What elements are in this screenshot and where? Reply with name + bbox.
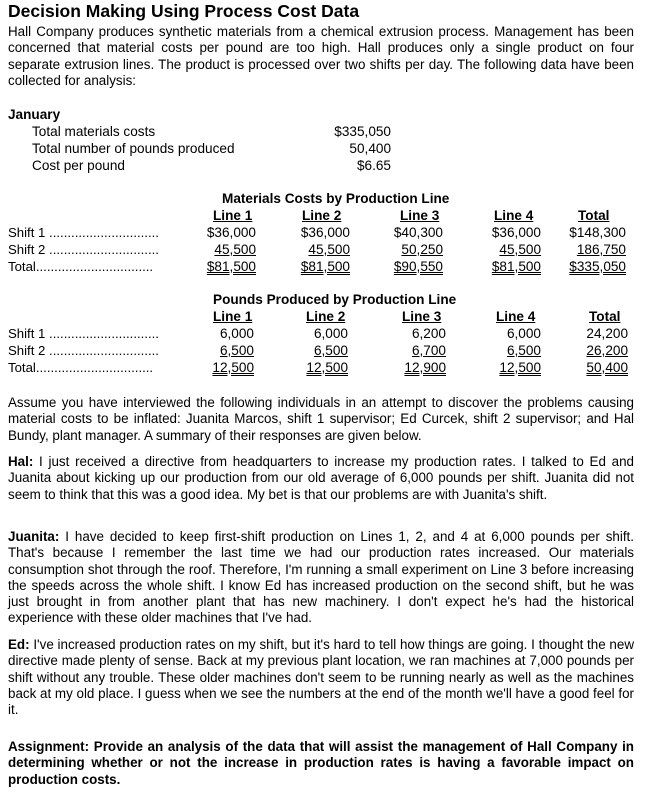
- pounds-cell: 6,500: [219, 343, 254, 358]
- materials-col-line3: Line 3: [400, 208, 440, 223]
- pounds-cell: 24,200: [586, 326, 628, 341]
- materials-col-total: Total: [578, 208, 610, 223]
- pounds-cell: 50,400: [586, 360, 628, 375]
- materials-cell: 45,500: [214, 242, 256, 257]
- january-heading: January: [8, 107, 61, 122]
- january-label-cost: Cost per pound: [32, 158, 125, 173]
- pounds-cell: 6,000: [219, 326, 254, 341]
- pounds-cell: 6,700: [411, 343, 446, 358]
- ed-speaker: Ed:: [8, 637, 30, 652]
- hal-speaker: Hal:: [8, 454, 34, 469]
- materials-row-label: Shift 1 ..............................: [8, 225, 159, 240]
- hal-paragraph: [8, 454, 634, 503]
- ed-paragraph: [8, 637, 634, 718]
- materials-col-line4: Line 4: [494, 208, 534, 223]
- materials-row-label: Shift 2 ..............................: [8, 242, 159, 257]
- ed-text: I've increased production rates on my shift, but it's hard to tell how things are going. I thought the new directive made plenty of sense. Back at my previous plant location, we ran machines at 7,000 pounds per shift without any trouble. These older machines don't seem to be running nearly as well as the machines back at my old place. I guess when we see the numbers at the end of the month we'll have a good feel for it.: [8, 637, 634, 718]
- pounds-cell: 6,200: [411, 326, 446, 341]
- materials-col-line1: Line 1: [213, 208, 253, 223]
- materials-cell: $148,300: [569, 225, 626, 240]
- materials-cell: $36,000: [206, 225, 256, 240]
- materials-cell: $81,500: [206, 259, 256, 274]
- pounds-col-line1: Line 1: [213, 309, 253, 324]
- january-value-cost: $6.65: [356, 158, 391, 173]
- materials-row-label: Total................................: [8, 259, 154, 274]
- materials-table-heading: Materials Costs by Production Line: [222, 191, 450, 206]
- juanita-paragraph: [8, 529, 634, 627]
- pounds-table-heading: Pounds Produced by Production Line: [213, 292, 457, 307]
- pounds-row-label: Shift 2 ..............................: [8, 343, 159, 358]
- assume-paragraph: Assume you have interviewed the following individuals in an attempt to discover the problems causing material costs to be inflated: Juanita Marcos, shift 1 supervisor; Ed Curcek, shift 2 supervisor; and Hal Bundy, plant manager. A summary of their responses are given below.: [8, 395, 634, 443]
- pounds-cell: 12,900: [404, 360, 446, 375]
- materials-cell: 45,500: [499, 242, 541, 257]
- hal-text: I just received a directive from headquarters to increase my production rates. I talked to Ed and Juanita about kicking up our production from our old average of 6,000 pounds per shift. Juanita did not seem to think that this was a good idea. My bet is that our problems are with Juanita's shift.: [8, 454, 634, 502]
- materials-cell: $81,500: [491, 259, 541, 274]
- materials-cell: 186,750: [576, 242, 626, 257]
- materials-cell: $40,300: [393, 225, 443, 240]
- materials-cell: $90,550: [393, 259, 443, 274]
- materials-cell: 50,250: [401, 242, 443, 257]
- pounds-cell: 12,500: [306, 360, 348, 375]
- pounds-row-label: Shift 1 ..............................: [8, 326, 159, 341]
- pounds-row-label: Total................................: [8, 360, 154, 375]
- pounds-cell: 6,500: [506, 343, 541, 358]
- pounds-col-line2: Line 2: [306, 309, 346, 324]
- juanita-speaker: Juanita:: [8, 529, 60, 544]
- materials-cell: $81,500: [300, 259, 350, 274]
- pounds-cell: 12,500: [499, 360, 541, 375]
- materials-cell: $335,050: [569, 259, 626, 274]
- assignment-paragraph: Assignment: Provide an analysis of the data that will assist the management of Hall Company in determining whether or not the increase in production rates is having a favorable impact on production costs.: [8, 739, 634, 787]
- pounds-col-line3: Line 3: [402, 309, 442, 324]
- juanita-text: I have decided to keep first-shift production on Lines 1, 2, and 4 at 6,000 pounds per shift. That's because I remember the last time we had our production rates increased. Our materials consumption shot through the roof. Therefore, I'm running a small experiment on Line 3 before increasing the speeds across the whole shift. I know Ed has increased production on the second shift, but he was just brought in from another plant that has new machinery. I don't expect he's had the historical experience with these older machines that I've had.: [8, 529, 634, 626]
- materials-col-line2: Line 2: [302, 208, 342, 223]
- page-title: Decision Making Using Process Cost Data: [8, 1, 360, 21]
- pounds-cell: 6,000: [506, 326, 541, 341]
- january-value-pounds: 50,400: [349, 141, 391, 156]
- pounds-cell: 6,000: [313, 326, 348, 341]
- intro-paragraph: Hall Company produces synthetic materials from a chemical extrusion process. Management has been concerned that material costs per pound are too high. Hall produces only a single product on four separate extrusion lines. The product is processed over two shifts per day. The following data have been collected for analysis:: [8, 24, 634, 88]
- materials-cell: $36,000: [491, 225, 541, 240]
- pounds-cell: 6,500: [313, 343, 348, 358]
- pounds-cell: 12,500: [212, 360, 254, 375]
- pounds-col-total: Total: [589, 309, 621, 324]
- materials-cell: $36,000: [300, 225, 350, 240]
- january-label-pounds: Total number of pounds produced: [32, 141, 235, 156]
- pounds-cell: 26,200: [586, 343, 628, 358]
- pounds-col-line4: Line 4: [496, 309, 536, 324]
- january-label-materials: Total materials costs: [32, 124, 156, 139]
- materials-cell: 45,500: [308, 242, 350, 257]
- january-value-materials: $335,050: [334, 124, 391, 139]
